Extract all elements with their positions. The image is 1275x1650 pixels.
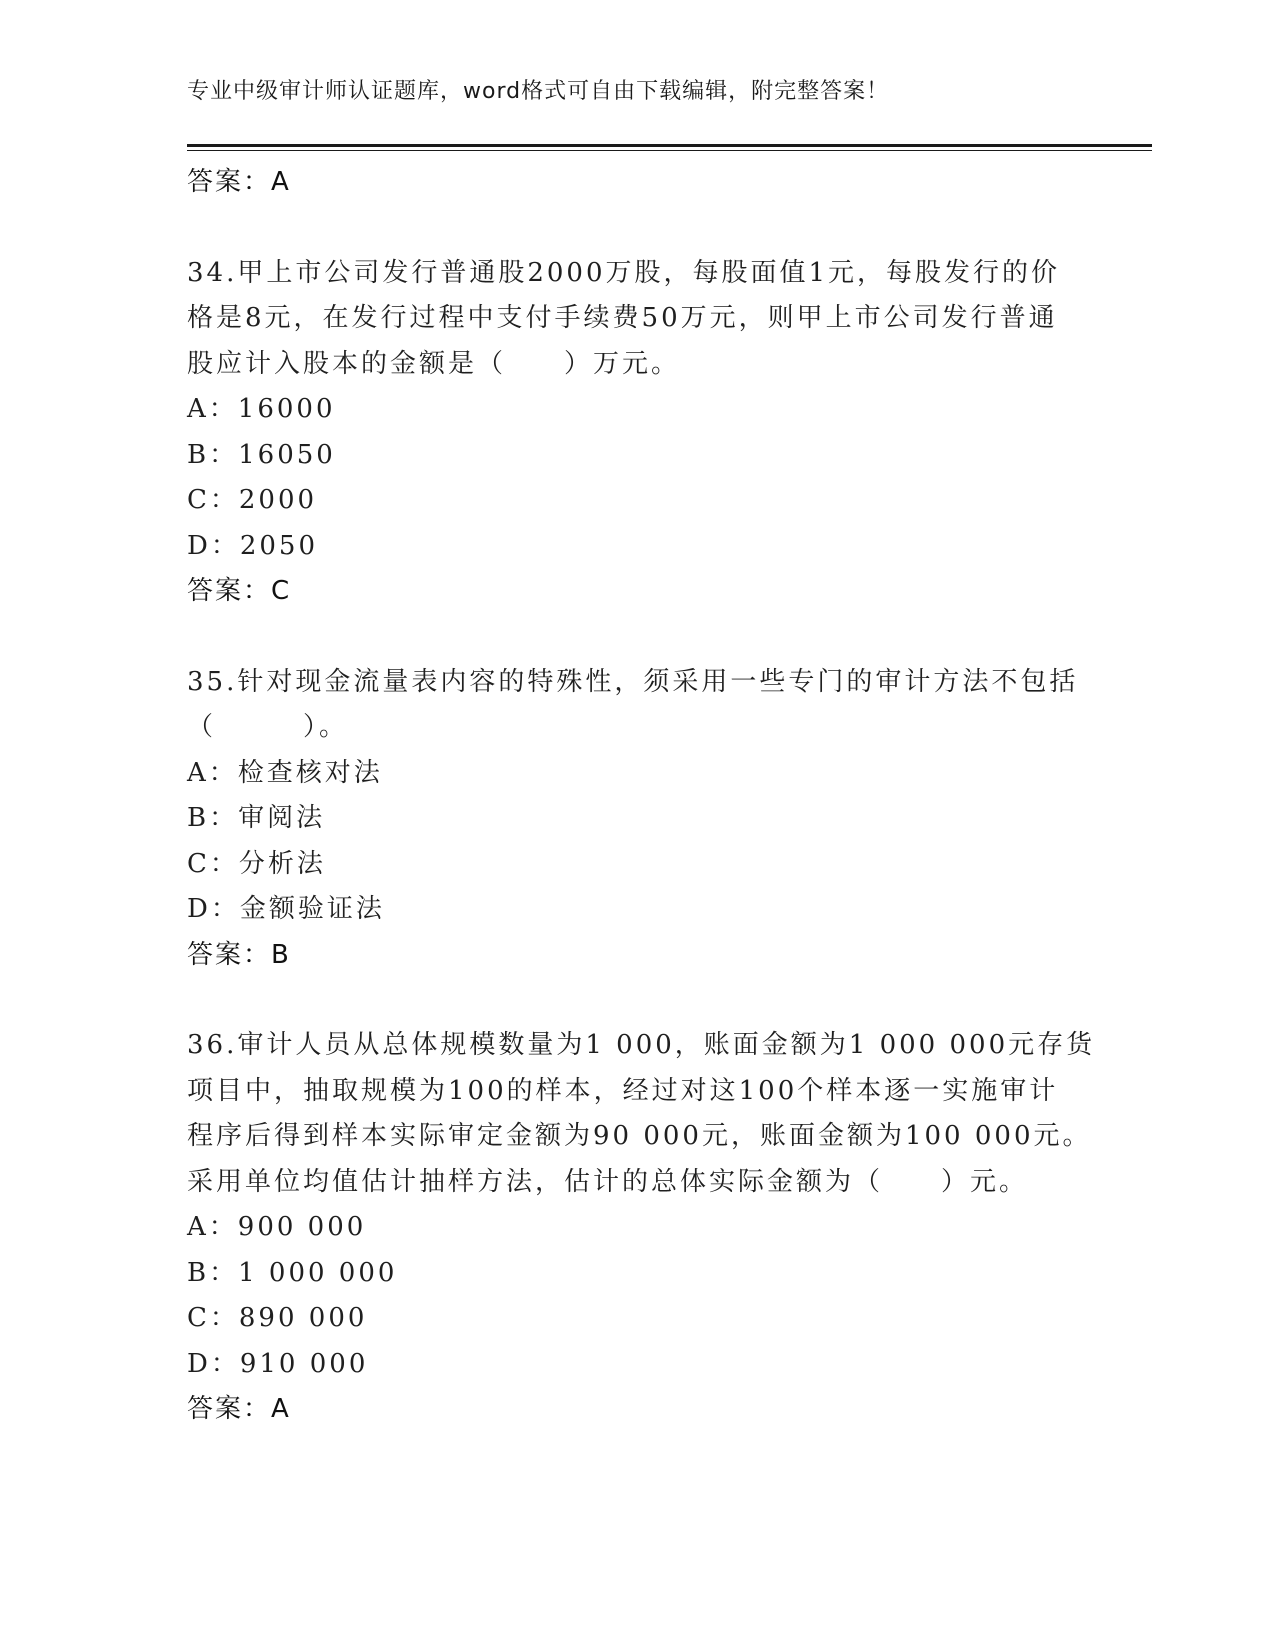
option-a: A：检查核对法 xyxy=(187,757,383,788)
spacer xyxy=(187,615,1087,660)
option-b: B：1 000 000 xyxy=(187,1257,398,1288)
page-header: 专业中级审计师认证题库，word格式可自由下载编辑，附完整答案！ xyxy=(187,79,890,104)
option-a: A：900 000 xyxy=(187,1212,367,1242)
answer-line: 答案：A xyxy=(187,1394,291,1424)
option-d: D：910 000 xyxy=(187,1348,369,1379)
answer-line: 答案：B xyxy=(187,939,291,970)
option-a: A：16000 xyxy=(187,394,336,424)
option-c: C：890 000 xyxy=(187,1303,368,1333)
answer-line: 答案：A xyxy=(187,167,291,197)
question-text-line: 格是8元，在发行过程中支付手续费50万元，则甲上市公司发行普通 xyxy=(187,303,1058,333)
option-b: B：审阅法 xyxy=(187,803,326,833)
answer-block-previous xyxy=(187,160,1087,206)
question-text-line: 项目中，抽取规模为100的样本，经过对这100个样本逐一实施审计 xyxy=(187,1075,1059,1106)
header-rule-thin xyxy=(187,150,1152,151)
question-text-line: 程序后得到样本实际审定金额为90 000元，账面金额为100 000元。 xyxy=(187,1121,1092,1151)
question-text-line: 采用单位均值估计抽样方法，估计的总体实际金额为（ ）元。 xyxy=(187,1166,1029,1197)
spacer xyxy=(187,978,1087,1023)
question-text-line: 34.甲上市公司发行普通股2000万股，每股面值1元，每股发行的价 xyxy=(187,257,1061,288)
spacer xyxy=(187,206,1087,251)
question-text-line: 股应计入股本的金额是（ ）万元。 xyxy=(187,348,681,379)
answer-line: 答案：C xyxy=(187,576,292,606)
question-35 xyxy=(187,660,1087,979)
question-text-line: 35.针对现金流量表内容的特殊性，须采用一些专门的审计方法不包括 xyxy=(187,666,1079,697)
question-34 xyxy=(187,251,1087,615)
question-text-line: 36.审计人员从总体规模数量为1 000，账面金额为1 000 000元存货 xyxy=(187,1030,1096,1060)
option-c: C：2000 xyxy=(187,485,318,515)
option-d: D：2050 xyxy=(187,530,319,561)
option-b: B：16050 xyxy=(187,439,336,470)
option-c: C：分析法 xyxy=(187,848,326,879)
option-d: D：金额验证法 xyxy=(187,894,385,924)
question-36 xyxy=(187,1023,1096,1433)
question-text-line: （ ）。 xyxy=(187,712,349,742)
question-list xyxy=(187,160,1096,1433)
header-rule-thick xyxy=(187,144,1152,147)
